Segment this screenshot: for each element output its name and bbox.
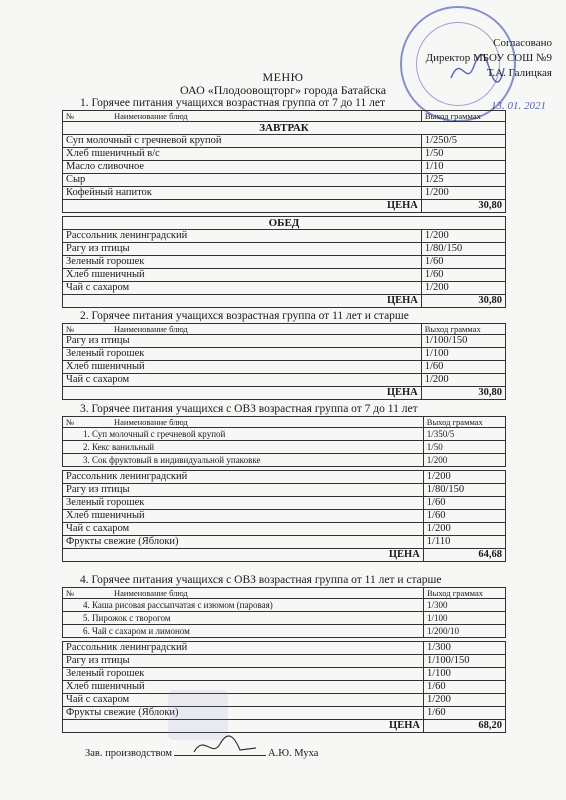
- document-title: МЕНЮ: [262, 70, 304, 84]
- signature-line: [174, 755, 266, 756]
- section-3-heading: 3. Горячее питания учащихся с ОВЗ возрастная группа от 7 до 11 лет: [80, 403, 418, 415]
- price-row: ЦЕНА 30,80: [63, 295, 506, 308]
- table-row: Кофейный напиток 1/200: [63, 187, 506, 200]
- table-row: Чай с сахаром 1/200: [63, 523, 506, 536]
- block-title-breakfast: ЗАВТРАК: [63, 122, 506, 135]
- table-row: Зеленый горошек 1/60: [63, 497, 506, 510]
- price-row: ЦЕНА 68,20: [63, 720, 506, 733]
- table-row: Хлеб пшеничный в/с 1/50: [63, 148, 506, 161]
- table-row: Хлеб пшеничный 1/60: [63, 510, 506, 523]
- table-row: Зеленый горошек 1/100: [63, 348, 506, 361]
- table-row: Фрукты свежие (Яблоки) 1/110: [63, 536, 506, 549]
- organization-name: ОАО «Плодоовощторг» города Батайска: [179, 83, 387, 97]
- footer-signature-line: [85, 748, 318, 759]
- table-row: Рагу из птицы 1/100/150: [63, 335, 506, 348]
- table-row: Хлеб пшеничный 1/60: [63, 269, 506, 282]
- price-row: ЦЕНА 30,80: [63, 200, 506, 213]
- table-row: Масло сливочное 1/10: [63, 161, 506, 174]
- price-value: 68,20: [423, 720, 505, 733]
- table-row: Зеленый горошек 1/60: [63, 256, 506, 269]
- approval-name: Т.А. Галицкая: [486, 67, 552, 79]
- footer-role: Зав. производством: [85, 748, 173, 759]
- table-row: Чай с сахаром 1/200: [63, 282, 506, 295]
- table-row: 5. Пирожок с творогом 1/100: [63, 612, 506, 625]
- table-header: [63, 111, 506, 122]
- table-row: Рагу из птицы 1/80/150: [63, 243, 506, 256]
- table-row: 3. Сок фруктовый в индивидуальной упаковке 1/200: [63, 454, 506, 467]
- block-title-lunch: ОБЕД: [63, 217, 506, 230]
- table-row: Хлеб пшеничный 1/60: [63, 361, 506, 374]
- price-value: 64,68: [423, 549, 505, 562]
- section-2-table: № Наименование блюд Выход граммах Рагу из птицы 1/100/150 Зеленый горошек 1/100 Хлеб пшеничный 1/60 Чай с сахаром 1/200 ЦЕНА 30,80: [62, 323, 506, 400]
- table-row: Суп молочный с гречневой крупой 1/250/5: [63, 135, 506, 148]
- table-row: Хлеб пшеничный 1/60: [63, 681, 506, 694]
- header-yield: Выход граммах: [421, 111, 505, 122]
- header-name: Наименование блюд: [114, 111, 188, 121]
- header-num: №: [66, 111, 75, 121]
- table-row: Фрукты свежие (Яблоки) 1/60: [63, 707, 506, 720]
- section-4-table: № Наименование блюд Выход граммах 4. Каша рисовая рассыпчатая с изюмом (паровая) 1/300 5. Пирожок с творогом 1/100 6. Чай с сахаром и лимоном 1/200/10 Рассольник ленинградский 1/300 Рагу из птицы 1/100/150 Зеленый горошек 1/100 Хлеб пшеничный 1/60 Чай с сахаром 1/200 Фрукты свежие (Яблоки) 1/60 ЦЕНА 68,20: [62, 587, 506, 733]
- table-row: Рассольник ленинградский 1/200: [63, 230, 506, 243]
- table-row: Сыр 1/25: [63, 174, 506, 187]
- footer-name: А.Ю. Муха: [268, 748, 319, 759]
- table-row: 6. Чай с сахаром и лимоном 1/200/10: [63, 625, 506, 638]
- price-row: ЦЕНА 64,68: [63, 549, 506, 562]
- section-2-heading: 2. Горячее питания учащихся возрастная группа от 11 лет и старше: [80, 310, 409, 322]
- section-1-heading: 1. Горячее питания учащихся возрастная группа от 7 до 11 лет: [80, 97, 386, 109]
- table-row: 2. Кекс ванильный 1/50: [63, 441, 506, 454]
- table-row: Рагу из птицы 1/80/150: [63, 484, 506, 497]
- section-1-table: [62, 110, 506, 308]
- price-value: 30,80: [421, 387, 505, 400]
- section-3-table: № Наименование блюд Выход граммах 1. Суп молочный с гречневой крупой 1/350/5 2. Кекс ванильный 1/50 3. Сок фруктовый в индивидуальной упаковке 1/200 Рассольник ленинградский 1/200 Рагу из птицы 1/80/150 Зеленый горошек 1/60 Хлеб пшеничный 1/60 Чай с сахаром 1/200 Фрукты свежие (Яблоки) 1/110 ЦЕНА 64,68: [62, 416, 506, 562]
- table-row: Рассольник ленинградский 1/200: [63, 471, 506, 484]
- table-row: Рагу из птицы 1/100/150: [63, 655, 506, 668]
- table-row: Чай с сахаром 1/200: [63, 694, 506, 707]
- price-value: 30,80: [421, 200, 505, 213]
- approval-label: Согласовано: [493, 37, 552, 49]
- section-4-heading: 4. Горячее питания учащихся с ОВЗ возрастная группа от 11 лет и старше: [80, 574, 442, 586]
- approval-date: 13. 01. 2021: [491, 100, 546, 112]
- approval-position: Директор МБОУ СОШ №9: [425, 52, 552, 64]
- table-row: Зеленый горошек 1/100: [63, 668, 506, 681]
- table-row: 1. Суп молочный с гречневой крупой 1/350/5: [63, 428, 506, 441]
- table-row: Рассольник ленинградский 1/300: [63, 642, 506, 655]
- table-row: 4. Каша рисовая рассыпчатая с изюмом (паровая) 1/300: [63, 599, 506, 612]
- table-row: Чай с сахаром 1/200: [63, 374, 506, 387]
- price-value: 30,80: [421, 295, 505, 308]
- price-row: ЦЕНА 30,80: [63, 387, 506, 400]
